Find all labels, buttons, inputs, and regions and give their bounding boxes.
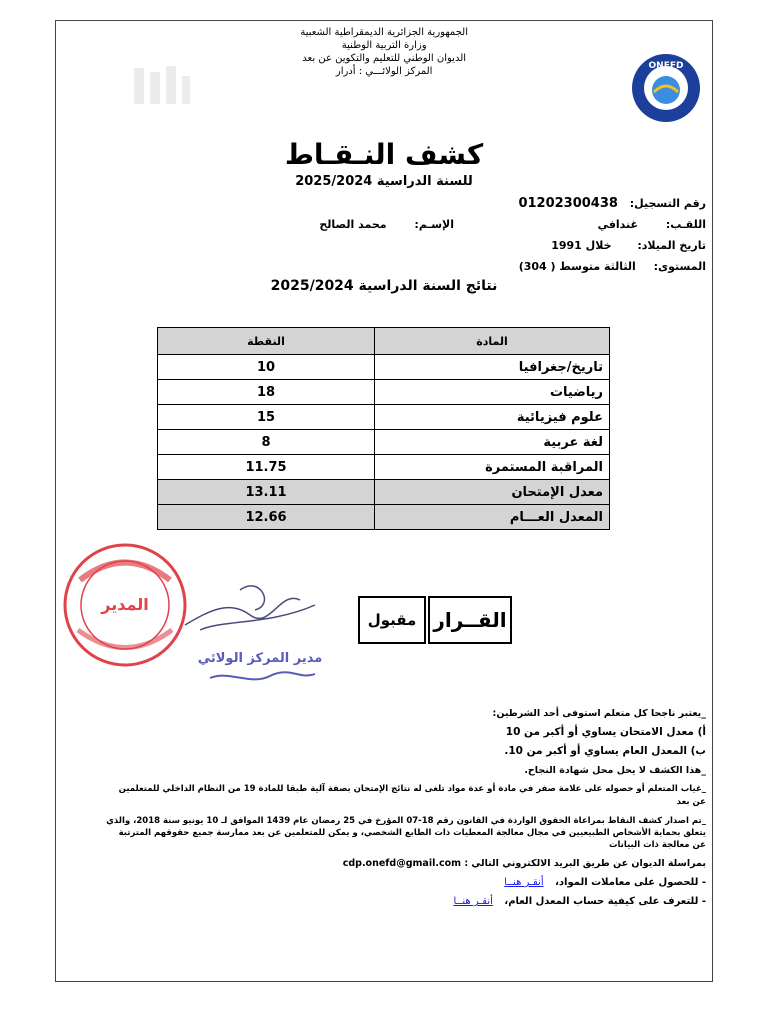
birth-label: تاريخ الميلاد: <box>637 239 706 252</box>
surname-value: غندافي <box>597 218 639 231</box>
subject-cell: المعدل العـــام <box>375 505 610 530</box>
director-stamp <box>60 540 190 670</box>
birth-value: خلال 1991 <box>551 239 612 252</box>
table-row <box>158 405 610 430</box>
ministry-header <box>300 26 468 78</box>
surname-label: اللقـب: <box>665 218 706 231</box>
note-email-row <box>106 857 706 870</box>
note-coefficients-row <box>106 876 706 889</box>
mark-cell: 15 <box>158 405 375 430</box>
note-email-label: بمراسلة الديوان عن طريق البريد الالكتروني التالي : <box>464 858 706 869</box>
mark-cell: 13.11 <box>158 480 375 505</box>
registration-row <box>518 196 706 211</box>
note-average: - للتعرف على كيفية حساب المعدل العام، <box>504 896 706 907</box>
table-row <box>158 430 610 455</box>
level-value: الثالثة متوسط ( 304) <box>518 260 636 273</box>
grades-table <box>157 327 610 530</box>
onefd-logo <box>630 52 702 124</box>
exam-average-row <box>158 480 610 505</box>
subject-cell: معدل الإمتحان <box>375 480 610 505</box>
faded-emblem-icon <box>130 62 194 110</box>
subject-cell: تاريخ/جغرافيا <box>375 355 610 380</box>
table-row <box>158 355 610 380</box>
decision-box <box>358 596 512 644</box>
note-condition-b: ب) المعدل العام يساوي أو أكبر من 10. <box>504 745 706 757</box>
mark-cell: 11.75 <box>158 455 375 480</box>
office-line: الديوان الوطني للتعليم والتكوين عن بعد <box>302 53 467 64</box>
center-director-stamp <box>190 640 330 694</box>
table-row <box>158 380 610 405</box>
note-not-certificate: _هذا الكشف لا يحل محل شهادة النجاح. <box>524 765 706 776</box>
center-line: المركز الولائـــي : أدرار <box>335 66 433 77</box>
name-label: الإسـم: <box>414 218 454 231</box>
subject-cell: رياضيات <box>375 380 610 405</box>
mark-cell: 10 <box>158 355 375 380</box>
birth-row <box>551 239 706 252</box>
name-row <box>319 218 454 231</box>
note-pass-conditions: _يعتبر ناجحا كل متعلم استوفى أحد الشرطين: <box>492 708 706 719</box>
contact-email: cdp.onefd@gmail.com <box>342 858 462 869</box>
stamp-center-text: مدير المركز الولائي <box>197 651 323 666</box>
subject-cell: لغة عربية <box>375 430 610 455</box>
mark-cell: 18 <box>158 380 375 405</box>
subject-cell: المراقبة المستمرة <box>375 455 610 480</box>
reg-label: رقم التسجيل: <box>629 197 706 210</box>
note-coefficients: - للحصول على معاملات المواد، <box>555 877 706 888</box>
mark-cell: 12.66 <box>158 505 375 530</box>
subject-header: المادة <box>375 328 610 355</box>
note-absence: _غياب المتعلم أو حصوله على علامة صفر في مادة أو عدة مواد تلغى له نتائج الإمتحان بصفة آلية طبقا للمادة 19 من النظام الداخلي للمتعلمين عن بعد <box>118 784 706 807</box>
decision-label: القــرار <box>428 596 512 644</box>
reg-value: 01202300438 <box>518 196 618 211</box>
results-title: نتائج السنة الدراسية 2025/2024 <box>270 278 498 294</box>
page-title: كشف النـقـاط <box>284 138 484 171</box>
page-subtitle: للسنة الدراسية 2025/2024 <box>295 174 473 189</box>
logo-text: ONEFD <box>648 61 684 71</box>
average-calc-link[interactable]: أنقـر هنــا <box>453 896 493 907</box>
decision-value: مقبول <box>358 596 426 644</box>
republic-line: الجمهورية الجزائرية الديمقراطية الشعبية <box>300 27 468 38</box>
general-average-row <box>158 505 610 530</box>
notes-section <box>106 707 706 908</box>
stamp-director-text: المدير <box>101 595 149 614</box>
note-privacy: _تم اصدار كشف النقاط بمراعاة الحقوق الواردة في القانون رقم 18-07 المؤرخ في 25 رمضان عام 1439 الموافق لـ 10 يونيو سنة 2018، والذي يتعلق بحماية الأشخاص الطبيعيين في مجال معالجة المعطيات ذات الطابع الشخصي، و يمكن للمتعلمين عن بعد ممارسة جميع حقوقهم المترتبة عن معالجة ذات البيانات <box>106 816 706 850</box>
subject-cell: علوم فيزيائية <box>375 405 610 430</box>
name-value: محمد الصالح <box>319 218 387 231</box>
mark-header: النقطة <box>158 328 375 355</box>
note-average-row <box>106 895 706 908</box>
note-condition-a: أ) معدل الامتحان يساوي أو أكبر من 10 <box>505 726 706 738</box>
coefficients-link[interactable]: أنقـر هنــا <box>504 877 544 888</box>
mark-cell: 8 <box>158 430 375 455</box>
grades-header-row <box>158 328 610 355</box>
ministry-line: وزارة التربية الوطنية <box>341 40 427 51</box>
surname-row <box>598 218 706 231</box>
level-row <box>519 260 706 273</box>
table-row <box>158 455 610 480</box>
signature <box>180 570 320 640</box>
level-label: المستوى: <box>653 260 706 273</box>
